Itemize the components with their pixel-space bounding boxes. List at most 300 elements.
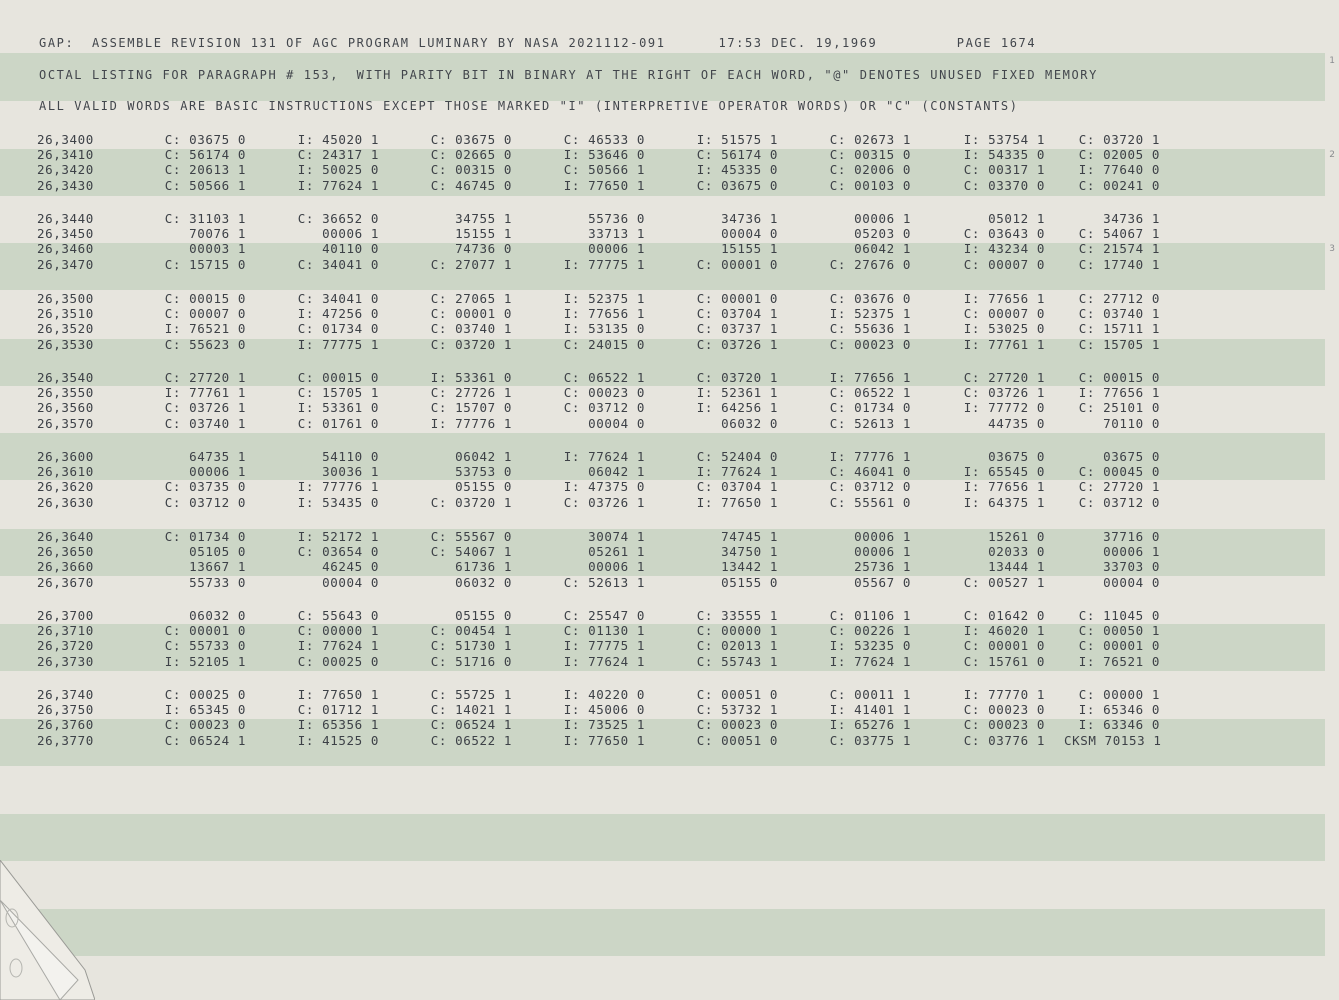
word-cell: C: 52404 0 (696, 449, 778, 464)
word-cell: I: 52375 1 (563, 291, 645, 306)
word-cell: C: 00007 0 (963, 306, 1045, 322)
word-cell: I: 77775 1 (297, 336, 379, 352)
word-cell: 13444 1 (988, 559, 1045, 575)
word-cell: 64735 1 (189, 449, 246, 464)
word-cell: 46245 0 (322, 559, 379, 575)
word-cell: I: 53361 0 (297, 400, 379, 416)
word-cell: I: 77650 1 (563, 177, 645, 193)
word-cell: C: 31103 1 (164, 211, 246, 226)
word-cell: C: 03740 1 (1078, 306, 1160, 322)
word-cell: 00006 1 (588, 241, 645, 257)
edge-mark: 3 (1329, 244, 1335, 254)
listing-row (37, 717, 1187, 732)
word-cell: I: 77624 1 (563, 653, 645, 669)
word-cell: C: 27720 1 (164, 370, 246, 385)
word-cell: C: 51730 1 (430, 638, 512, 654)
word-cell: C: 00025 0 (297, 653, 379, 669)
address-cell: 26,3660 (37, 559, 94, 575)
word-cell: 00004 0 (1103, 574, 1160, 590)
word-cell: C: 03370 0 (963, 177, 1045, 193)
word-cell: I: 50025 0 (297, 162, 379, 178)
word-cell: 06032 0 (455, 574, 512, 590)
valid-words-note: ALL VALID WORDS ARE BASIC INSTRUCTIONS EXCEPT THOSE MARKED "I" (INTERPRETIVE OPERATOR WORDS) OR "C" (CONSTANTS) (39, 99, 1019, 113)
paragraph-description: OCTAL LISTING FOR PARAGRAPH # 153, WITH PARITY BIT IN BINARY AT THE RIGHT OF EACH WORD, "@" DENOTES UNUSED FIXED MEMORY (39, 68, 1098, 82)
word-cell: I: 77656 1 (963, 291, 1045, 306)
address-cell: 26,3440 (37, 211, 94, 226)
word-cell: I: 45006 0 (563, 702, 645, 718)
word-cell: C: 03776 1 (963, 732, 1045, 748)
word-cell: C: 00001 0 (164, 623, 246, 639)
word-cell: C: 02005 0 (1078, 147, 1160, 163)
word-cell: 00006 1 (854, 211, 911, 226)
word-cell: 53753 0 (455, 464, 512, 480)
page-header: GAP: ASSEMBLE REVISION 131 OF AGC PROGRAM LUMINARY BY NASA 2021112-091 17:53 DEC. 19,1969 PAGE 1674 (39, 36, 1037, 50)
word-cell: I: 52105 1 (164, 653, 246, 669)
word-cell: C: 21574 1 (1078, 241, 1160, 257)
word-cell: C: 00015 0 (297, 370, 379, 385)
address-cell: 26,3620 (37, 479, 94, 495)
word-cell: C: 27726 1 (430, 385, 512, 401)
word-cell: C: 27676 0 (829, 256, 911, 272)
word-cell: 06042 1 (455, 449, 512, 464)
word-cell: I: 45020 1 (297, 132, 379, 147)
edge-mark: 2 (1329, 150, 1335, 160)
word-cell: 13442 1 (721, 559, 778, 575)
word-cell: C: 00001 0 (430, 306, 512, 322)
word-cell: 30074 1 (588, 529, 645, 544)
word-cell: C: 06524 1 (164, 732, 246, 748)
word-cell: I: 77770 1 (963, 687, 1045, 702)
word-cell: C: 53732 1 (696, 702, 778, 718)
word-cell: 13667 1 (189, 559, 246, 575)
address-cell: 26,3600 (37, 449, 94, 464)
word-cell: 05105 0 (189, 544, 246, 560)
word-cell: I: 63346 0 (1078, 717, 1160, 733)
word-cell: C: 00241 0 (1078, 177, 1160, 193)
word-cell: I: 77624 1 (297, 177, 379, 193)
word-cell: 44735 0 (988, 415, 1045, 431)
word-cell: C: 50566 1 (164, 177, 246, 193)
address-cell: 26,3700 (37, 608, 94, 623)
word-cell: 25736 1 (854, 559, 911, 575)
word-cell: 15155 1 (455, 226, 512, 242)
word-cell: I: 77624 1 (563, 449, 645, 464)
word-cell: C: 00527 1 (963, 574, 1045, 590)
word-cell: C: 00051 0 (696, 732, 778, 748)
word-cell: I: 76521 0 (1078, 653, 1160, 669)
word-cell: C: 51716 0 (430, 653, 512, 669)
word-cell: C: 06522 1 (829, 385, 911, 401)
word-cell: I: 77624 1 (829, 653, 911, 669)
word-cell: C: 14021 1 (430, 702, 512, 718)
listing-row (37, 638, 1187, 653)
word-cell: I: 51575 1 (696, 132, 778, 147)
word-cell: C: 03643 0 (963, 226, 1045, 242)
word-cell: 06042 1 (588, 464, 645, 480)
word-cell: C: 03712 0 (1078, 494, 1160, 510)
word-cell: 00006 1 (322, 226, 379, 242)
word-cell: 15155 1 (721, 241, 778, 257)
word-cell: 00006 1 (1103, 544, 1160, 560)
listing-row (37, 608, 1187, 623)
word-cell: C: 01642 0 (963, 608, 1045, 623)
listing-row (37, 370, 1187, 385)
word-cell: I: 77624 1 (297, 638, 379, 654)
listing-row (37, 162, 1187, 177)
listing-row (37, 529, 1187, 544)
word-cell: I: 52361 1 (696, 385, 778, 401)
word-cell: C: 03712 0 (563, 400, 645, 416)
word-cell: C: 00015 0 (1078, 370, 1160, 385)
word-cell: 05155 0 (455, 479, 512, 495)
listing-row (37, 178, 1187, 193)
word-cell: C: 03740 1 (430, 321, 512, 337)
address-cell: 26,3640 (37, 529, 94, 544)
word-cell: 34755 1 (455, 211, 512, 226)
word-cell: C: 56174 0 (164, 147, 246, 163)
word-cell: I: 77776 1 (297, 479, 379, 495)
word-cell: C: 36652 0 (297, 211, 379, 226)
word-cell: C: 15711 1 (1078, 321, 1160, 337)
word-cell: C: 55643 0 (297, 608, 379, 623)
word-cell: C: 00023 0 (963, 717, 1045, 733)
word-cell: 74745 1 (721, 529, 778, 544)
word-cell: I: 53025 0 (963, 321, 1045, 337)
word-cell: C: 55636 1 (829, 321, 911, 337)
address-cell: 26,3770 (37, 732, 94, 748)
word-cell: C: 03704 1 (696, 479, 778, 495)
listing-row (37, 226, 1187, 241)
word-cell: 33703 0 (1103, 559, 1160, 575)
word-cell: I: 65356 1 (297, 717, 379, 733)
address-cell: 26,3520 (37, 321, 94, 337)
listing-row (37, 464, 1187, 479)
word-cell: I: 73525 1 (563, 717, 645, 733)
address-cell: 26,3650 (37, 544, 94, 560)
word-cell: C: 00045 0 (1078, 464, 1160, 480)
word-cell: C: 11045 0 (1078, 608, 1160, 623)
word-cell: I: 54335 0 (963, 147, 1045, 163)
word-cell: C: 52613 1 (829, 415, 911, 431)
word-cell: I: 77656 1 (1078, 385, 1160, 401)
word-cell: C: 00051 0 (696, 687, 778, 702)
word-cell: C: 00000 1 (696, 623, 778, 639)
word-cell: 00003 1 (189, 241, 246, 257)
word-cell: C: 01106 1 (829, 608, 911, 623)
word-cell: 05012 1 (988, 211, 1045, 226)
word-cell: C: 03654 0 (297, 544, 379, 560)
listing-row (37, 291, 1187, 306)
word-cell: C: 34041 0 (297, 256, 379, 272)
word-cell: I: 77775 1 (563, 256, 645, 272)
word-cell: 54110 0 (322, 449, 379, 464)
listing-row (37, 479, 1187, 494)
word-cell: C: 55725 1 (430, 687, 512, 702)
listing-row (37, 544, 1187, 559)
word-cell: C: 25547 0 (563, 608, 645, 623)
listing-row (37, 702, 1187, 717)
word-cell: 34736 1 (721, 211, 778, 226)
address-cell: 26,3670 (37, 574, 94, 590)
address-cell: 26,3630 (37, 494, 94, 510)
word-cell: 00006 1 (189, 464, 246, 480)
word-cell: 05155 0 (721, 574, 778, 590)
word-cell: 05261 1 (588, 544, 645, 560)
word-cell: C: 03726 1 (164, 400, 246, 416)
word-cell: I: 64375 1 (963, 494, 1045, 510)
word-cell: 40110 0 (322, 241, 379, 257)
word-cell: 55733 0 (189, 574, 246, 590)
word-cell: C: 00015 0 (164, 291, 246, 306)
word-cell: C: 03720 1 (430, 336, 512, 352)
word-cell: C: 15707 0 (430, 400, 512, 416)
word-cell: 30036 1 (322, 464, 379, 480)
word-cell: I: 53361 0 (430, 370, 512, 385)
word-cell: C: 00023 0 (829, 336, 911, 352)
word-cell: C: 03775 1 (829, 732, 911, 748)
word-cell: C: 24015 0 (563, 336, 645, 352)
word-cell: C: 55623 0 (164, 336, 246, 352)
word-cell: 02033 0 (988, 544, 1045, 560)
word-cell: C: 03726 1 (963, 385, 1045, 401)
word-cell: 00004 0 (322, 574, 379, 590)
listing-row (37, 211, 1187, 226)
word-cell: C: 00103 0 (829, 177, 911, 193)
word-cell: C: 02006 0 (829, 162, 911, 178)
word-cell: C: 54067 1 (1078, 226, 1160, 242)
word-cell: C: 27720 1 (1078, 479, 1160, 495)
word-cell: C: 00001 0 (963, 638, 1045, 654)
word-cell: C: 03675 0 (430, 132, 512, 147)
word-cell: I: 77656 1 (563, 306, 645, 322)
address-cell: 26,3410 (37, 147, 94, 163)
word-cell: I: 77640 0 (1078, 162, 1160, 178)
word-cell: C: 00001 0 (696, 291, 778, 306)
word-cell: I: 77761 1 (963, 336, 1045, 352)
word-cell: C: 03676 0 (829, 291, 911, 306)
word-cell: C: 00454 1 (430, 623, 512, 639)
word-cell: C: 15715 0 (164, 256, 246, 272)
word-cell: 03675 0 (1103, 449, 1160, 464)
word-cell: C: 03720 1 (430, 494, 512, 510)
word-cell: 00006 1 (588, 559, 645, 575)
word-cell: C: 50566 1 (563, 162, 645, 178)
address-cell: 26,3550 (37, 385, 94, 401)
listing-row (37, 449, 1187, 464)
listing-row (37, 257, 1187, 272)
word-cell: C: 00023 0 (963, 702, 1045, 718)
word-cell: I: 77772 0 (963, 400, 1045, 416)
word-cell: CKSM 70153 1 (1064, 732, 1162, 748)
word-cell: C: 03720 1 (1078, 132, 1160, 147)
word-cell: C: 06522 1 (563, 370, 645, 385)
address-cell: 26,3710 (37, 623, 94, 639)
word-cell: 00004 0 (588, 415, 645, 431)
word-cell: C: 01734 0 (297, 321, 379, 337)
word-cell: C: 33555 1 (696, 608, 778, 623)
word-cell: I: 65276 1 (829, 717, 911, 733)
word-cell: I: 65346 0 (1078, 702, 1160, 718)
word-cell: I: 77650 1 (297, 687, 379, 702)
word-cell: I: 77624 1 (696, 464, 778, 480)
word-cell: I: 64256 1 (696, 400, 778, 416)
word-cell: C: 00000 1 (297, 623, 379, 639)
address-cell: 26,3610 (37, 464, 94, 480)
word-cell: I: 43234 0 (963, 241, 1045, 257)
address-cell: 26,3540 (37, 370, 94, 385)
listing-row (37, 306, 1187, 321)
word-cell: I: 47256 0 (297, 306, 379, 322)
address-cell: 26,3750 (37, 702, 94, 718)
word-cell: I: 77776 1 (829, 449, 911, 464)
word-cell: C: 03720 1 (696, 370, 778, 385)
word-cell: I: 65345 0 (164, 702, 246, 718)
word-cell: 61736 1 (455, 559, 512, 575)
word-cell: C: 27720 1 (963, 370, 1045, 385)
word-cell: 06042 1 (854, 241, 911, 257)
address-cell: 26,3530 (37, 336, 94, 352)
word-cell: C: 46533 0 (563, 132, 645, 147)
word-cell: C: 00023 0 (696, 717, 778, 733)
address-cell: 26,3420 (37, 162, 94, 178)
word-cell: 34736 1 (1103, 211, 1160, 226)
word-cell: C: 55567 0 (430, 529, 512, 544)
word-cell: I: 77650 1 (563, 732, 645, 748)
word-cell: C: 03740 1 (164, 415, 246, 431)
address-cell: 26,3570 (37, 415, 94, 431)
word-cell: 37716 0 (1103, 529, 1160, 544)
word-cell: 00006 1 (854, 529, 911, 544)
word-cell: C: 27712 0 (1078, 291, 1160, 306)
paper-band (0, 909, 1325, 956)
word-cell: I: 46020 1 (963, 623, 1045, 639)
word-cell: C: 15761 0 (963, 653, 1045, 669)
word-cell: 15261 0 (988, 529, 1045, 544)
word-cell: I: 53435 0 (297, 494, 379, 510)
listing-row (37, 400, 1187, 415)
word-cell: C: 27065 1 (430, 291, 512, 306)
word-cell: I: 77656 1 (963, 479, 1045, 495)
word-cell: C: 01712 1 (297, 702, 379, 718)
word-cell: 70110 0 (1103, 415, 1160, 431)
listing-row (37, 416, 1187, 431)
word-cell: 05567 0 (854, 574, 911, 590)
address-cell: 26,3470 (37, 256, 94, 272)
word-cell: I: 52172 1 (297, 529, 379, 544)
address-cell: 26,3760 (37, 717, 94, 733)
word-cell: C: 06524 1 (430, 717, 512, 733)
word-cell: C: 20613 1 (164, 162, 246, 178)
listing-row (37, 337, 1187, 352)
word-cell: I: 47375 0 (563, 479, 645, 495)
word-cell: C: 01130 1 (563, 623, 645, 639)
word-cell: C: 00315 0 (430, 162, 512, 178)
word-cell: C: 00050 1 (1078, 623, 1160, 639)
word-cell: C: 00317 1 (963, 162, 1045, 178)
address-cell: 26,3720 (37, 638, 94, 654)
word-cell: I: 41525 0 (297, 732, 379, 748)
word-cell: C: 03712 0 (829, 479, 911, 495)
word-cell: I: 77776 1 (430, 415, 512, 431)
word-cell: C: 00000 1 (1078, 687, 1160, 702)
word-cell: C: 52613 1 (563, 574, 645, 590)
word-cell: C: 03675 0 (164, 132, 246, 147)
word-cell: C: 24317 1 (297, 147, 379, 163)
word-cell: C: 00011 1 (829, 687, 911, 702)
listing-row (37, 687, 1187, 702)
word-cell: 55736 0 (588, 211, 645, 226)
word-cell: C: 03726 1 (696, 336, 778, 352)
listing-row (37, 321, 1187, 336)
word-cell: C: 02673 1 (829, 132, 911, 147)
word-cell: I: 53754 1 (963, 132, 1045, 147)
word-cell: C: 06522 1 (430, 732, 512, 748)
word-cell: C: 55733 0 (164, 638, 246, 654)
listing-row (37, 385, 1187, 400)
word-cell: C: 03726 1 (563, 494, 645, 510)
word-cell: C: 01734 0 (829, 400, 911, 416)
word-cell: C: 01734 0 (164, 529, 246, 544)
address-cell: 26,3460 (37, 241, 94, 257)
address-cell: 26,3560 (37, 400, 94, 416)
listing-row (37, 623, 1187, 638)
word-cell: I: 45335 0 (696, 162, 778, 178)
word-cell: C: 00023 0 (563, 385, 645, 401)
listing-row (37, 132, 1187, 147)
word-cell: C: 00023 0 (164, 717, 246, 733)
address-cell: 26,3400 (37, 132, 94, 147)
address-cell: 26,3510 (37, 306, 94, 322)
word-cell: C: 17740 1 (1078, 256, 1160, 272)
word-cell: C: 00007 0 (164, 306, 246, 322)
listing-row (37, 147, 1187, 162)
word-cell: C: 03735 0 (164, 479, 246, 495)
word-cell: I: 65545 0 (963, 464, 1045, 480)
listing-row (37, 654, 1187, 669)
word-cell: 06032 0 (189, 608, 246, 623)
address-cell: 26,3740 (37, 687, 94, 702)
word-cell: C: 34041 0 (297, 291, 379, 306)
word-cell: 06032 0 (721, 415, 778, 431)
word-cell: C: 03704 1 (696, 306, 778, 322)
word-cell: 05203 0 (854, 226, 911, 242)
word-cell: C: 46745 0 (430, 177, 512, 193)
word-cell: C: 00001 0 (1078, 638, 1160, 654)
word-cell: C: 56174 0 (696, 147, 778, 163)
word-cell: I: 77761 1 (164, 385, 246, 401)
listing-row (37, 733, 1187, 748)
word-cell: 33713 1 (588, 226, 645, 242)
word-cell: I: 77650 1 (696, 494, 778, 510)
listing-row (37, 241, 1187, 256)
word-cell: 03675 0 (988, 449, 1045, 464)
word-cell: C: 55561 0 (829, 494, 911, 510)
word-cell: I: 77656 1 (829, 370, 911, 385)
listing-row (37, 559, 1187, 574)
edge-mark: 1 (1329, 56, 1335, 66)
folded-corner-icon (0, 860, 95, 1000)
word-cell: I: 53235 0 (829, 638, 911, 654)
word-cell: C: 03675 0 (696, 177, 778, 193)
word-cell: 70076 1 (189, 226, 246, 242)
word-cell: I: 53646 0 (563, 147, 645, 163)
word-cell: I: 77775 1 (563, 638, 645, 654)
address-cell: 26,3730 (37, 653, 94, 669)
word-cell: I: 41401 1 (829, 702, 911, 718)
word-cell: C: 00001 0 (696, 256, 778, 272)
word-cell: C: 54067 1 (430, 544, 512, 560)
listing-row (37, 575, 1187, 590)
